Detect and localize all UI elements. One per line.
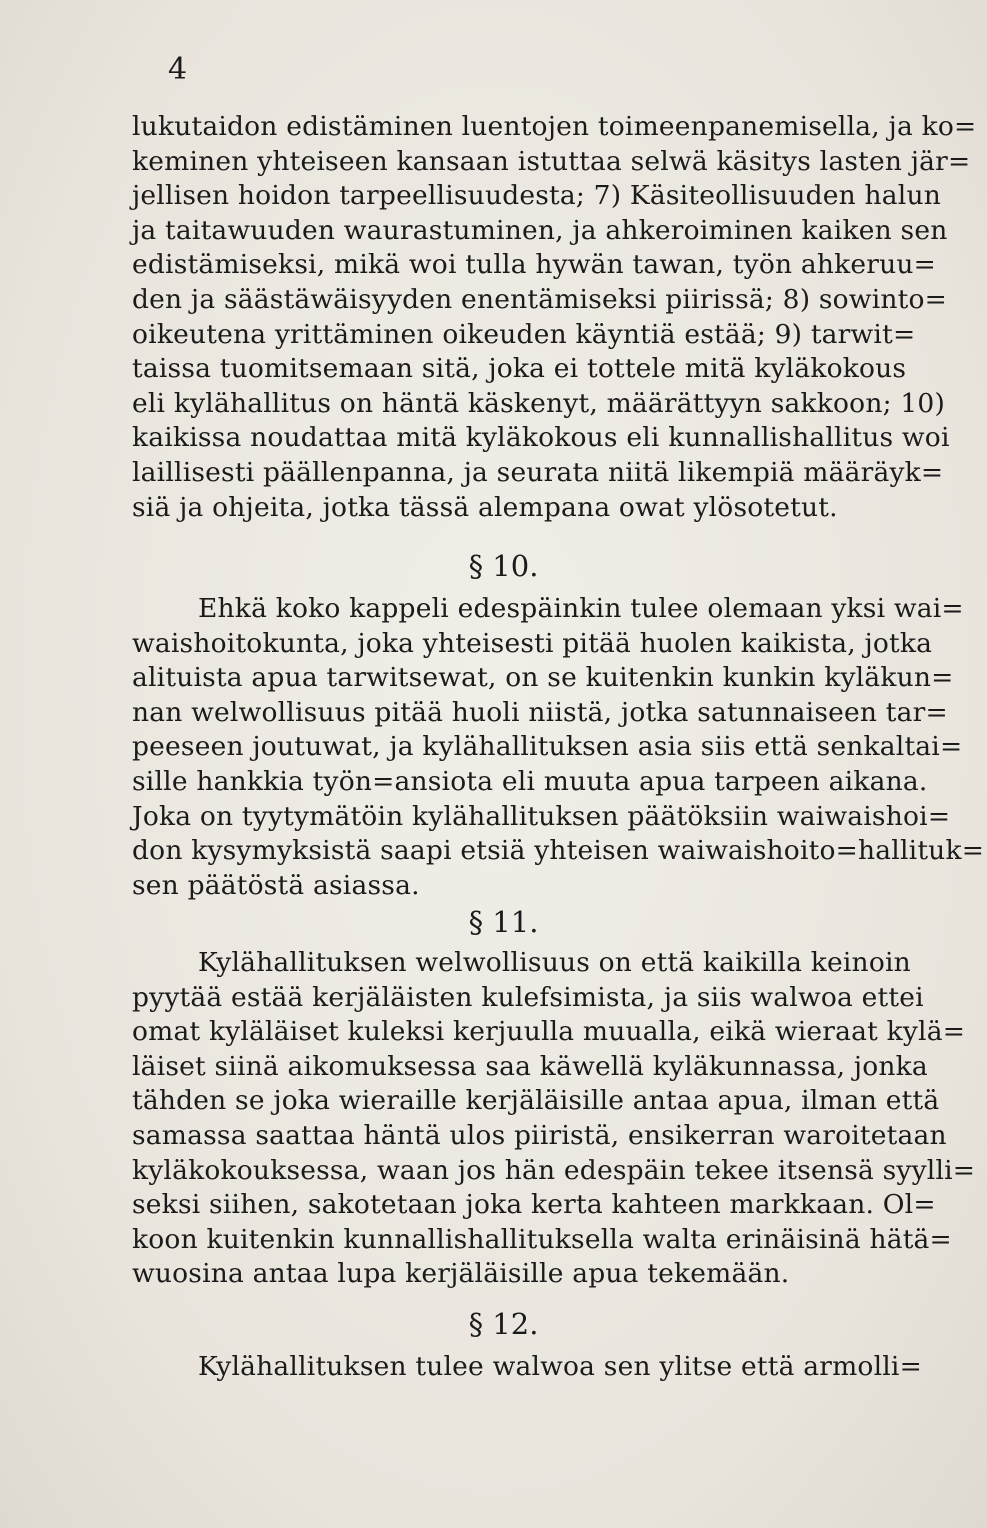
text-line: pyytää estää kerjäläisten kulefsimista, ja siis walwoa ettei [132,981,924,1013]
paragraph-section-10 [132,592,985,903]
text-line: sille hankkia työn=ansiota eli muuta apua tarpeen aikana. [132,765,928,797]
section-heading-label: § 12. [468,1307,539,1341]
text-line: Joka on tyytymätöin kylähallituksen päätöksiin waiwaishoi= [132,800,951,832]
text-line: taissa tuomitsemaan sitä, joka ei tottele mitä kyläkokous [132,353,907,385]
text-line: lukutaidon edistäminen luentojen toimeenpanemisella, ja ko= [132,111,977,142]
section-heading-label: § 11. [468,905,539,939]
page-number: 4 [168,52,188,87]
text-line: wuosina antaa lupa kerjäläisille apua tekemään. [132,1258,790,1290]
text-line: Ehkä koko kappeli edespäinkin tulee olemaan yksi wai= [198,593,964,624]
text-line: peeseen joutuwat, ja kylähallituksen asia siis että senkaltai= [132,731,963,763]
text-line: kaikissa noudattaa mitä kyläkokous eli kunnallishallitus woi [132,422,950,454]
text-line: don kysymyksistä saapi etsiä yhteisen waiwaishoito=hallituk= [132,835,985,867]
text-line: jellisen hoidon tarpeellisuudesta; 7) Käsiteollisuuden halun [132,180,942,212]
text-line: keminen yhteiseen kansaan istuttaa selwä käsitys lasten jär= [132,145,971,177]
section-heading-12 [0,1306,987,1342]
text-line: ja taitawuuden waurastuminen, ja ahkeroiminen kaiken sen [132,214,948,246]
text-line: sen päätöstä asiassa. [132,869,420,901]
text-line: siä ja ohjeita, jotka tässä alempana owat ylösotetut. [132,491,838,523]
text-line: läiset siinä aikomuksessa saa käwellä kyläkunnassa, jonka [132,1050,928,1082]
text-line: laillisesti päällenpanna, ja seurata niitä likempiä määräyk= [132,456,944,488]
paragraph-section-12 [132,1350,923,1385]
text-line: Kylähallituksen tulee walwoa sen ylitse että armolli= [198,1351,923,1382]
paragraph-section-11 [132,946,976,1292]
text-line: eli kylähallitus on häntä käskenyt, määrättyyn sakkoon; 10) [132,387,945,419]
section-heading-label: § 10. [468,549,539,583]
text-line: kyläkokouksessa, waan jos hän edespäin tekee itsensä syylli= [132,1154,976,1186]
text-line: nan welwollisuus pitää huoli niistä, jotka satunnaiseen tar= [132,696,948,728]
text-line: alituista apua tarwitsewat, on se kuitenkin kunkin kyläkun= [132,662,954,694]
section-heading-10 [0,548,987,584]
text-line: tähden se joka wieraille kerjäläisille antaa apua, ilman että [132,1085,940,1117]
paragraph-continuation [132,110,977,525]
text-line: koon kuitenkin kunnallishallituksella walta erinäisinä hätä= [132,1223,952,1255]
text-line: edistämiseksi, mikä woi tulla hywän tawan, työn ahkeruu= [132,249,937,281]
text-line: den ja säästäwäisyyden enentämiseksi piirissä; 8) sowinto= [132,283,948,315]
text-line: waishoitokunta, joka yhteisesti pitää huolen kaikista, jotka [132,627,933,659]
text-line: seksi siihen, sakotetaan joka kerta kahteen markkaan. Ol= [132,1189,936,1221]
text-line: samassa saattaa häntä ulos piiristä, ensikerran waroitetaan [132,1119,947,1151]
text-line: omat kyläläiset kuleksi kerjuulla muualla, eikä wieraat kylä= [132,1016,966,1048]
section-heading-11 [0,904,987,940]
text-line: Kylähallituksen welwollisuus on että kaikilla keinoin [198,947,911,978]
text-line: oikeutena yrittäminen oikeuden käyntiä estää; 9) tarwit= [132,318,916,350]
